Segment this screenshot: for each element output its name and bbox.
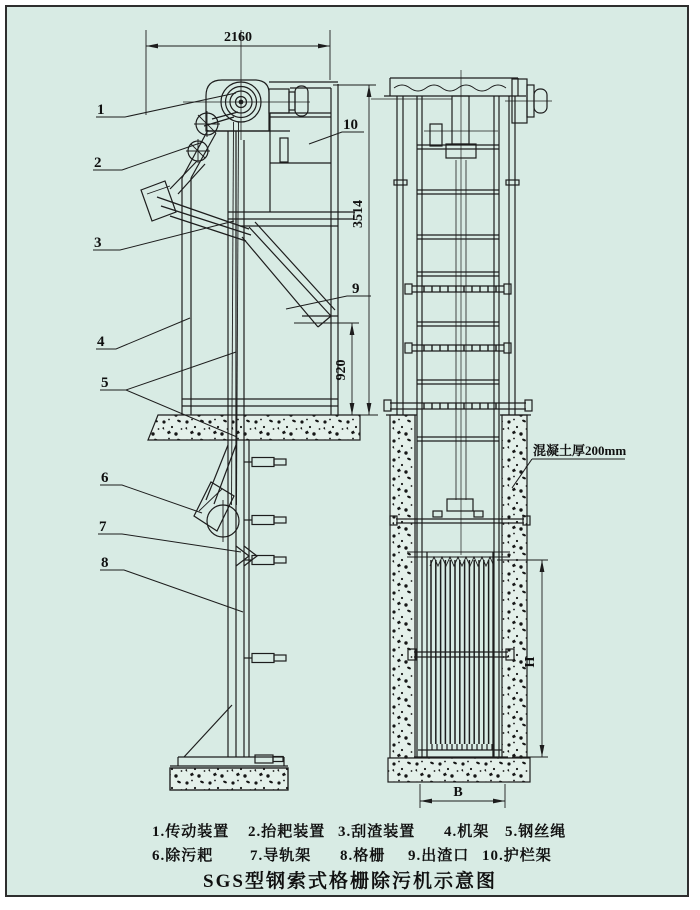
callout-1: 1 [97,102,105,118]
frame-rungs [417,145,499,441]
discharge-chute [242,222,335,327]
legend-item-4: 4.机架 [444,824,490,840]
legend-item-9: 9.出渣口 [408,848,470,864]
base-foundation [170,705,288,790]
concrete-note: 混凝土厚200mm [533,443,627,458]
leader-6 [100,485,202,513]
drawing-title: SGS型钢索式格栅除污机示意图 [203,871,497,892]
dim-channel-width-label: B [453,785,463,800]
grille-mid-bar [408,649,514,660]
trash-rake [194,445,257,566]
callout-10: 10 [343,117,358,133]
dim-top-width-label: 2160 [224,30,252,45]
legend-item-8: 8.格栅 [340,848,386,864]
leader-4 [96,318,190,349]
legend-item-7: 7.导轨架 [250,848,312,864]
railing-frame [270,113,331,212]
callout-5: 5 [101,375,109,391]
callout-9: 9 [352,281,360,297]
concrete-note-leader [512,459,625,488]
dim-discharge-height [294,323,359,415]
legend-item-6: 6.除污耙 [152,848,214,864]
callout-6: 6 [101,470,109,486]
leader-3 [93,221,234,250]
channel-concrete [386,415,531,782]
leader-1 [96,93,236,117]
leader-2 [93,142,203,170]
leader-10 [309,132,364,144]
scraper-device [141,181,251,241]
rake-cross-bolts [244,458,286,764]
dim-frame-height [333,85,452,415]
legend-item-3: 3.刮渣装置 [338,824,416,840]
legend-item-2: 2.抬耙装置 [248,824,326,840]
dim-grille-height-label: H [523,656,538,668]
legend-item-5: 5.钢丝绳 [505,824,567,840]
bar-grille [407,552,514,757]
right-front-view [384,70,552,782]
leader-8 [100,570,243,612]
callout-4: 4 [97,334,105,350]
callout-2: 2 [94,155,102,171]
concrete-ledge [148,415,360,440]
legend-item-1: 1.传动装置 [152,824,230,840]
callout-7: 7 [99,519,107,535]
dim-frame-height-label: 3514 [351,200,366,228]
callout-3: 3 [94,235,102,251]
rake-tooth-bars [384,284,532,411]
dim-discharge-height-label: 920 [334,359,349,381]
callout-8: 8 [101,555,109,571]
legend-item-10: 10.护栏架 [482,848,552,864]
